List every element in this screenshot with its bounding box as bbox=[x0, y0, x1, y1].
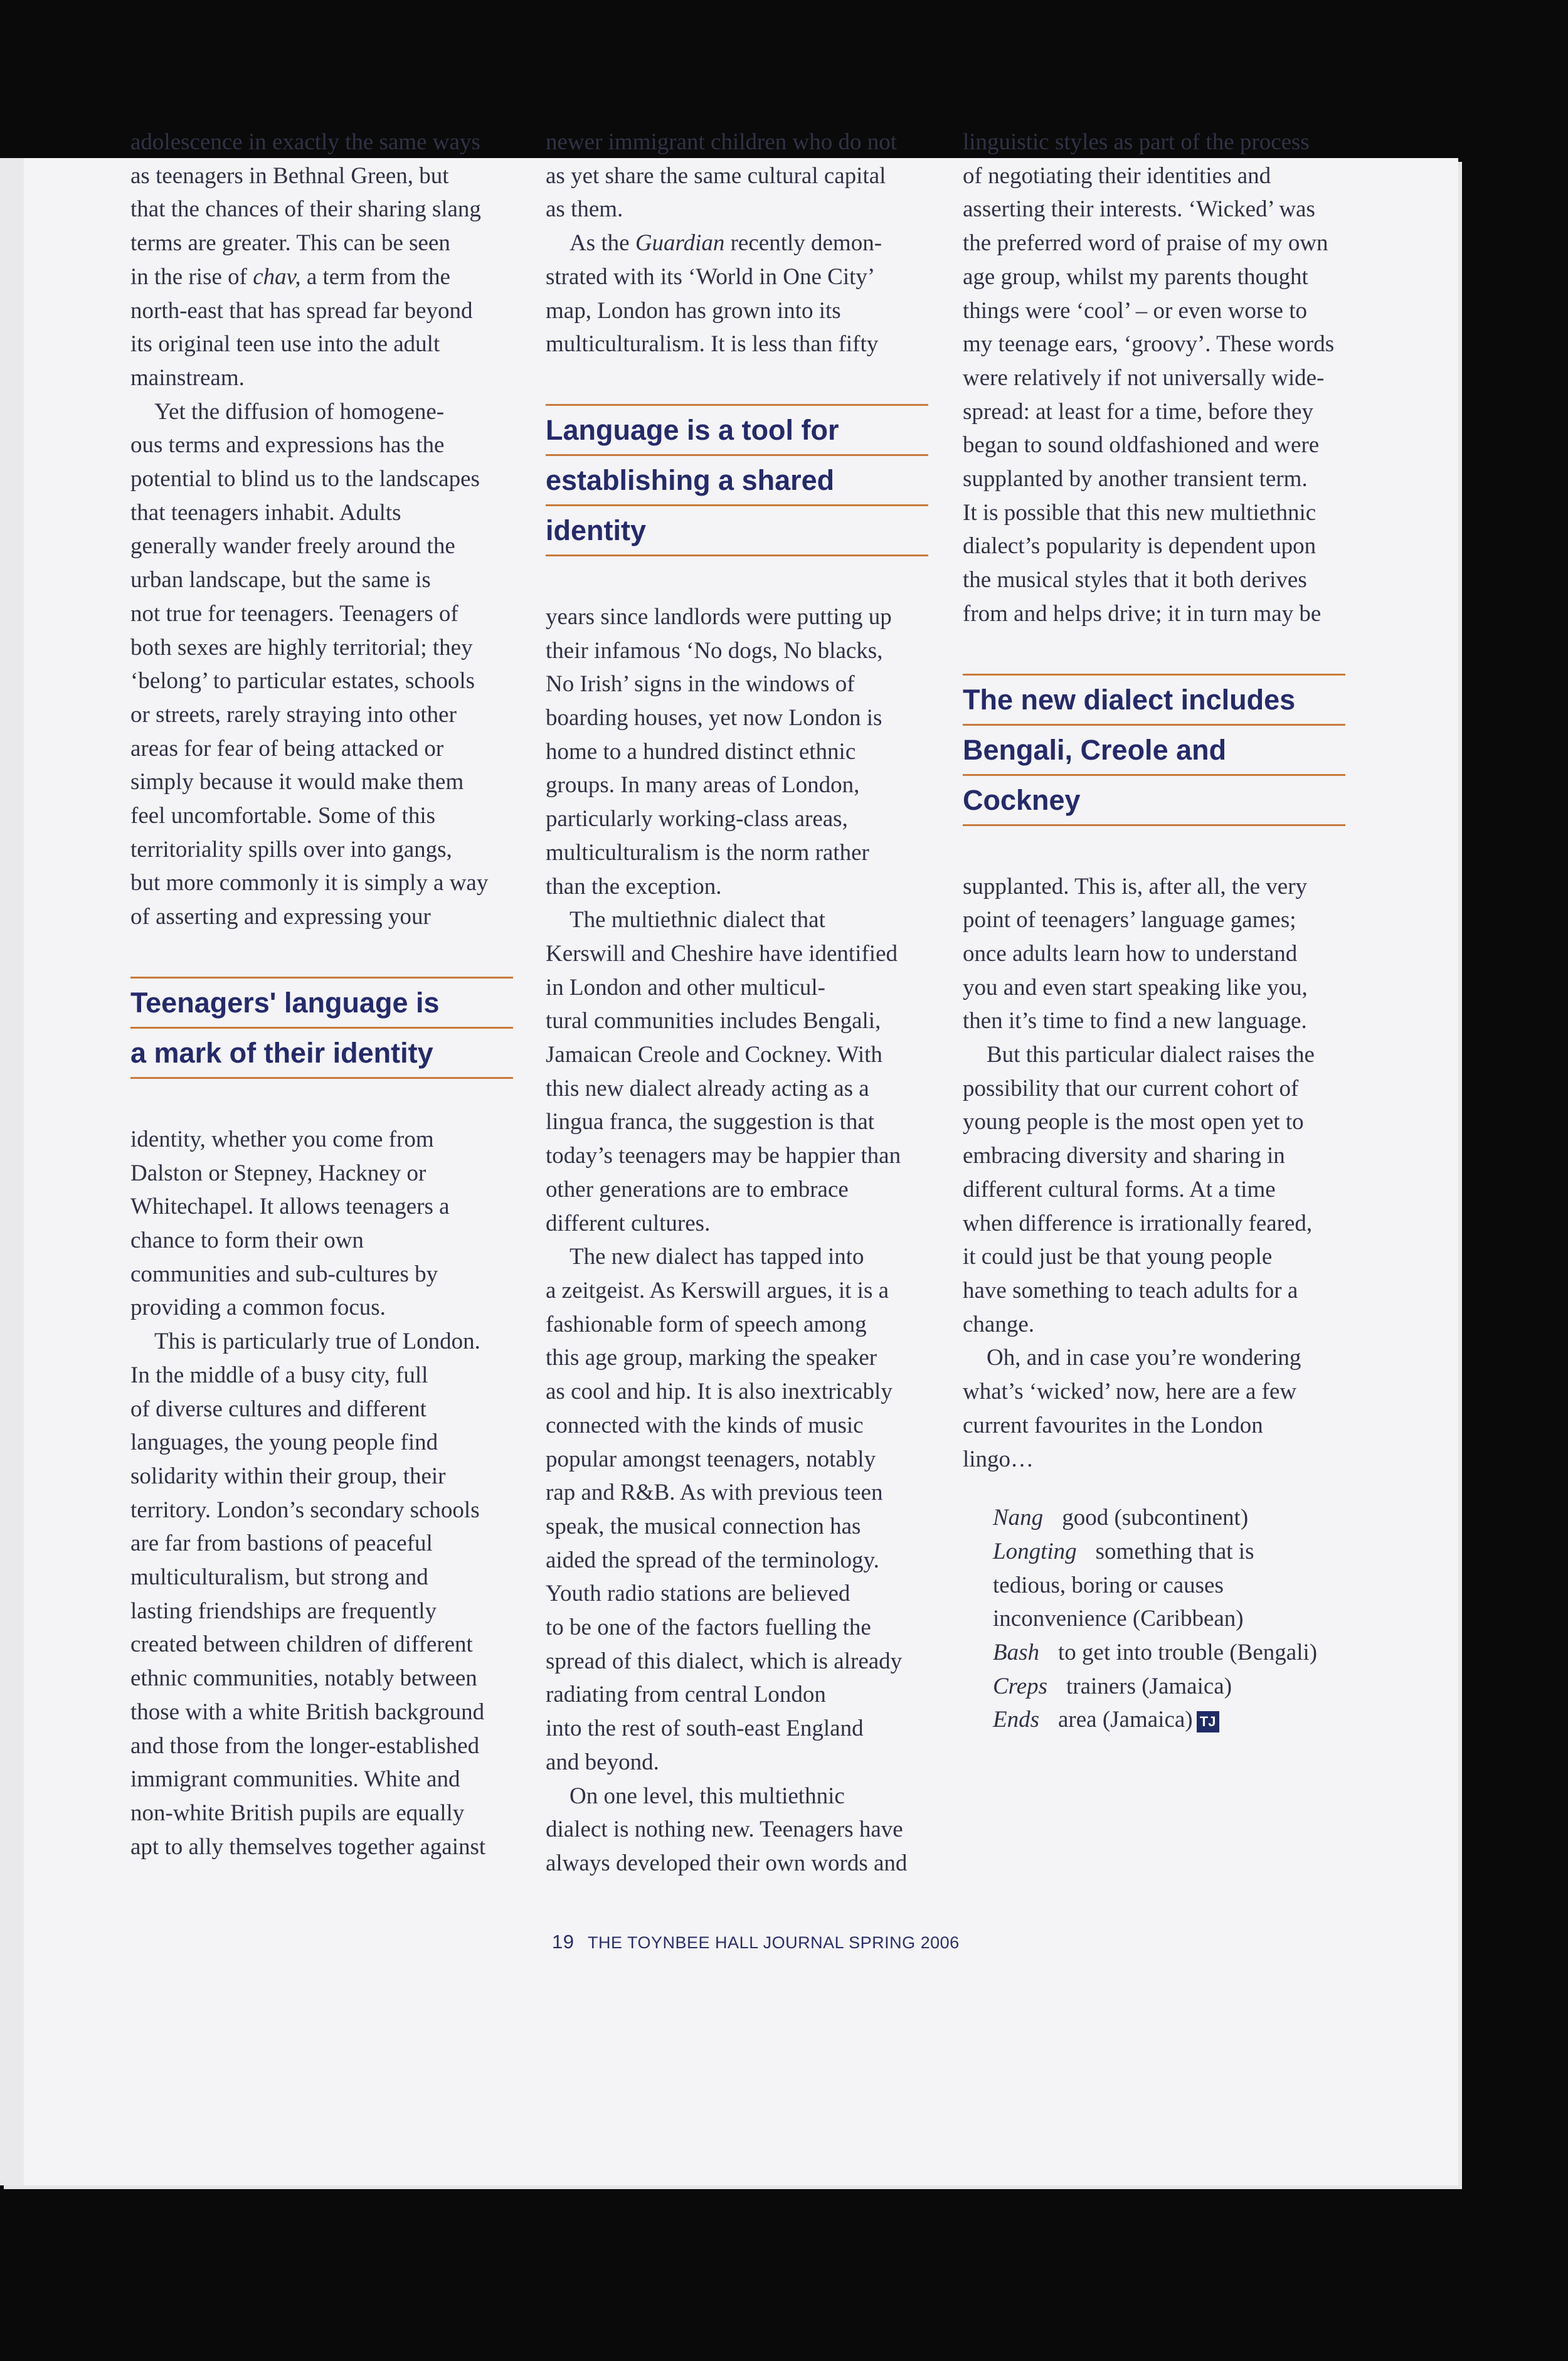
text-line: linguistic styles as part of the process bbox=[963, 129, 1310, 155]
text-line: what’s ‘wicked’ now, here are a few bbox=[963, 1379, 1297, 1405]
text-line: to be one of the factors fuelling the bbox=[546, 1615, 871, 1641]
text-fragment: As the bbox=[569, 230, 635, 257]
pull-quote bbox=[546, 404, 928, 556]
text-line: different cultures. bbox=[546, 1210, 711, 1236]
pull-quote-line: establishing a shared bbox=[546, 456, 928, 506]
text-line: apt to ally themselves together against bbox=[130, 1833, 486, 1860]
glossary-definition: good (subcontinent) bbox=[1062, 1505, 1249, 1531]
text-line: speak, the musical connection has bbox=[546, 1513, 861, 1539]
text-line: areas for fear of being attacked or bbox=[130, 735, 444, 761]
text-line: radiating from central London bbox=[546, 1682, 826, 1708]
text-line: Yet the diffusion of homogene- bbox=[154, 398, 445, 425]
text-fragment: in the rise of bbox=[130, 263, 253, 290]
text-line: it could just be that young people bbox=[963, 1244, 1273, 1270]
paragraph bbox=[963, 125, 1345, 631]
text-line: asserting their interests. ‘Wicked’ was bbox=[963, 196, 1315, 223]
text-line: as teenagers in Bethnal Green, but bbox=[130, 162, 449, 189]
text-line: things were ‘cool’ – or even worse to bbox=[963, 297, 1308, 324]
text-line: But this particular dialect raises the bbox=[987, 1042, 1315, 1068]
text-line: other generations are to embrace bbox=[546, 1176, 849, 1202]
text-line: supplanted by another transient term. bbox=[963, 466, 1308, 492]
text-line: young people is the most open yet to bbox=[963, 1109, 1304, 1135]
text-line: those with a white British background bbox=[130, 1699, 485, 1725]
text-line: multiculturalism, but strong and bbox=[130, 1564, 428, 1591]
text-line: Dalston or Stepney, Hackney or bbox=[130, 1160, 426, 1186]
glossary-term: Bash bbox=[993, 1640, 1039, 1666]
text-line: north-east that has spread far beyond bbox=[130, 297, 473, 324]
facing-page-edge bbox=[0, 158, 24, 2185]
glossary-definition: to get into trouble (Bengali) bbox=[1058, 1640, 1318, 1666]
text-line: potential to blind us to the landscapes bbox=[130, 466, 480, 492]
italic-text: chav, bbox=[253, 263, 301, 290]
text-line: newer immigrant children who do not bbox=[546, 129, 898, 155]
text-line: spread of this dialect, which is already bbox=[546, 1648, 903, 1674]
text-line: in London and other multicul- bbox=[546, 974, 825, 1000]
glossary-definition: trainers (Jamaica) bbox=[1066, 1673, 1232, 1699]
glossary-definition: something that is bbox=[1095, 1538, 1254, 1564]
glossary-term: Creps bbox=[993, 1673, 1048, 1699]
text-line: of diverse cultures and different bbox=[130, 1396, 426, 1422]
text-line: dialect’s popularity is dependent upon bbox=[963, 533, 1316, 560]
text-line: the musical styles that it both derives bbox=[963, 567, 1307, 593]
pull-quote-line: identity bbox=[546, 506, 928, 556]
text-line: lingo… bbox=[963, 1446, 1034, 1472]
text-line: have something to teach adults for a bbox=[963, 1277, 1298, 1303]
text-line: as yet share the same cultural capital bbox=[546, 162, 886, 189]
text-line: feel uncomfortable. Some of this bbox=[130, 803, 436, 829]
text-line: of negotiating their identities and bbox=[963, 162, 1271, 189]
glossary-entry bbox=[993, 1602, 1345, 1636]
text-line: Oh, and in case you’re wondering bbox=[987, 1345, 1301, 1371]
text-line: mainstream. bbox=[130, 364, 245, 391]
glossary-entry bbox=[993, 1636, 1345, 1670]
text-line: identity, whether you come from bbox=[130, 1126, 434, 1152]
text-line: ethnic communities, notably between bbox=[130, 1665, 477, 1692]
text-line: from and helps drive; it in turn may be bbox=[963, 600, 1322, 627]
pull-quote-line: Language is a tool for bbox=[546, 406, 928, 456]
text-line: then it’s time to find a new language. bbox=[963, 1008, 1307, 1034]
text-line: It is possible that this new multiethnic bbox=[963, 499, 1316, 526]
text-line: The new dialect has tapped into bbox=[569, 1244, 864, 1270]
text-line: dialect is nothing new. Teenagers have bbox=[546, 1817, 903, 1843]
text-line: this new dialect already acting as a bbox=[546, 1075, 869, 1101]
paragraph bbox=[963, 1038, 1345, 1341]
text-line: solidarity within their group, their bbox=[130, 1463, 446, 1489]
text-line: change. bbox=[963, 1311, 1035, 1337]
text-line: that the chances of their sharing slang bbox=[130, 196, 481, 223]
column-1 bbox=[130, 125, 513, 1864]
page-number: 19 bbox=[552, 1931, 575, 1953]
glossary-definition: inconvenience (Caribbean) bbox=[993, 1606, 1244, 1632]
text-line: that teenagers inhabit. Adults bbox=[130, 499, 401, 526]
text-line: lingua franca, the suggestion is that bbox=[546, 1109, 875, 1135]
text-line: but more commonly it is simply a way bbox=[130, 870, 489, 896]
glossary-entry bbox=[993, 1535, 1345, 1569]
end-mark-icon: TJ bbox=[1197, 1711, 1219, 1732]
text-line: began to sound oldfashioned and were bbox=[963, 432, 1320, 459]
text-line: into the rest of south-east England bbox=[546, 1716, 864, 1742]
text-line: The multiethnic dialect that bbox=[569, 907, 825, 933]
text-line: supplanted. This is, after all, the very bbox=[963, 873, 1308, 899]
glossary-entry bbox=[993, 1703, 1345, 1737]
text-line: of asserting and expressing your bbox=[130, 904, 431, 930]
glossary-definition: tedious, boring or causes bbox=[993, 1572, 1224, 1598]
italic-text: Guardian bbox=[635, 230, 725, 257]
text-line: multiculturalism. It is less than fifty bbox=[546, 331, 879, 358]
text-line: multiculturalism is the norm rather bbox=[546, 839, 869, 866]
text-fragment: recently demon- bbox=[724, 230, 882, 257]
column-2 bbox=[546, 125, 928, 1881]
text-line: In the middle of a busy city, full bbox=[130, 1362, 428, 1388]
text-line: fashionable form of speech among bbox=[546, 1311, 867, 1337]
paragraph bbox=[130, 125, 513, 395]
text-fragment: a term from the bbox=[300, 263, 450, 290]
text-line: particularly working-class areas, bbox=[546, 806, 848, 832]
text-line: home to a hundred distinct ethnic bbox=[546, 738, 856, 765]
paragraph bbox=[130, 1325, 513, 1864]
text-line: point of teenagers’ language games; bbox=[963, 907, 1296, 933]
text-line: chance to form their own bbox=[130, 1227, 364, 1253]
text-line: you and even start speaking like you, bbox=[963, 974, 1308, 1000]
text-line: territoriality spills over into gangs, bbox=[130, 836, 452, 862]
text-line: simply because it would make them bbox=[130, 769, 464, 795]
paragraph bbox=[546, 903, 928, 1240]
text-line: age group, whilst my parents thought bbox=[963, 263, 1308, 290]
text-line: ous terms and expressions has the bbox=[130, 432, 445, 459]
text-line: or streets, rarely straying into other bbox=[130, 701, 457, 728]
text-line: not true for teenagers. Teenagers of bbox=[130, 600, 458, 627]
text-line: spread: at least for a time, before they bbox=[963, 398, 1313, 425]
text-line: years since landlords were putting up bbox=[546, 603, 892, 630]
text-line: Kerswill and Cheshire have identified bbox=[546, 940, 898, 967]
text-line: than the exception. bbox=[546, 873, 722, 899]
text-line: boarding houses, yet now London is bbox=[546, 705, 882, 731]
text-line: ‘belong’ to particular estates, schools bbox=[130, 668, 475, 694]
journal-title: THE TOYNBEE HALL JOURNAL SPRING 2006 bbox=[588, 1933, 960, 1952]
glossary-term: Longting bbox=[993, 1538, 1077, 1564]
text-line: languages, the young people find bbox=[130, 1430, 438, 1456]
glossary-definition: area (Jamaica) bbox=[1058, 1707, 1193, 1733]
text-line: created between children of different bbox=[130, 1631, 473, 1658]
text-line: are far from bastions of peaceful bbox=[130, 1531, 433, 1557]
text-line: map, London has grown into its bbox=[546, 297, 841, 324]
paragraph bbox=[546, 226, 928, 361]
paragraph bbox=[546, 1240, 928, 1779]
text-line: connected with the kinds of music bbox=[546, 1412, 864, 1438]
text-line: always developed their own words and bbox=[546, 1850, 908, 1876]
text-line: Whitechapel. It allows teenagers a bbox=[130, 1194, 450, 1220]
pull-quote bbox=[130, 977, 513, 1079]
glossary-entry bbox=[993, 1670, 1345, 1704]
paragraph bbox=[963, 1341, 1345, 1476]
text-line: and beyond. bbox=[546, 1749, 659, 1775]
paragraph bbox=[130, 395, 513, 934]
text-line: No Irish’ signs in the windows of bbox=[546, 671, 855, 698]
page-footer bbox=[552, 1931, 960, 1953]
glossary-term: Nang bbox=[993, 1505, 1044, 1531]
pull-quote-line: Teenagers' language is bbox=[130, 979, 513, 1029]
text-line: This is particularly true of London. bbox=[154, 1329, 480, 1355]
text-line: as cool and hip. It is also inextricably bbox=[546, 1379, 893, 1405]
glossary-term: Ends bbox=[993, 1707, 1039, 1733]
text-line: Jamaican Creole and Cockney. With bbox=[546, 1042, 882, 1068]
text-line: communities and sub-cultures by bbox=[130, 1261, 438, 1287]
text-line: tural communities includes Bengali, bbox=[546, 1008, 881, 1034]
text-line: providing a common focus. bbox=[130, 1295, 386, 1321]
text-line: urban landscape, but the same is bbox=[130, 567, 431, 593]
text-line: rap and R&B. As with previous teen bbox=[546, 1480, 883, 1506]
text-line: adolescence in exactly the same ways bbox=[130, 129, 480, 155]
text-line: aided the spread of the terminology. bbox=[546, 1547, 879, 1573]
paragraph bbox=[546, 125, 928, 226]
text-line: the preferred word of praise of my own bbox=[963, 230, 1328, 257]
text-line: when difference is irrationally feared, bbox=[963, 1210, 1313, 1236]
text-line: strated with its ‘World in One City’ bbox=[546, 263, 876, 290]
paragraph bbox=[546, 600, 928, 903]
text-line: groups. In many areas of London, bbox=[546, 772, 860, 798]
text-line: generally wander freely around the bbox=[130, 533, 455, 560]
text-line: were relatively if not universally wide- bbox=[963, 364, 1325, 391]
text-line: its original teen use into the adult bbox=[130, 331, 440, 358]
text-line: this age group, marking the speaker bbox=[546, 1345, 877, 1371]
text-line: my teenage ears, ‘groovy’. These words bbox=[963, 331, 1335, 358]
glossary bbox=[963, 1501, 1345, 1737]
text-line: territory. London’s secondary schools bbox=[130, 1497, 480, 1523]
text-line: possibility that our current cohort of bbox=[963, 1075, 1299, 1101]
paragraph bbox=[546, 1780, 928, 1881]
text-line: popular amongst teenagers, notably bbox=[546, 1446, 876, 1472]
text-line: their infamous ‘No dogs, No blacks, bbox=[546, 637, 883, 664]
pull-quote-line: Cockney bbox=[963, 776, 1345, 826]
text-line: today’s teenagers may be happier than bbox=[546, 1143, 901, 1169]
text-line: lasting friendships are frequently bbox=[130, 1598, 437, 1624]
text-line: different cultural forms. At a time bbox=[963, 1176, 1276, 1202]
text-line: as them. bbox=[546, 196, 623, 223]
text-line: current favourites in the London bbox=[963, 1412, 1263, 1438]
text-line: On one level, this multiethnic bbox=[569, 1783, 845, 1809]
text-line: Youth radio stations are believed bbox=[546, 1581, 850, 1607]
text-line: embracing diversity and sharing in bbox=[963, 1143, 1285, 1169]
text-line: non-white British pupils are equally bbox=[130, 1800, 465, 1826]
text-line: and those from the longer-established bbox=[130, 1732, 480, 1759]
pull-quote bbox=[963, 674, 1345, 826]
text-line: both sexes are highly territorial; they bbox=[130, 634, 473, 661]
pull-quote-line: The new dialect includes bbox=[963, 676, 1345, 726]
paragraph bbox=[963, 870, 1345, 1039]
text-line: terms are greater. This can be seen bbox=[130, 230, 450, 257]
paragraph bbox=[130, 1123, 513, 1325]
glossary-entry bbox=[993, 1569, 1345, 1603]
glossary-entry bbox=[993, 1501, 1345, 1535]
pull-quote-line: Bengali, Creole and bbox=[963, 726, 1345, 776]
text-line: immigrant communities. White and bbox=[130, 1766, 460, 1793]
text-line: a zeitgeist. As Kerswill argues, it is a bbox=[546, 1277, 889, 1303]
pull-quote-line: a mark of their identity bbox=[130, 1029, 513, 1079]
text-line: once adults learn how to understand bbox=[963, 940, 1298, 967]
column-3 bbox=[963, 125, 1345, 1737]
